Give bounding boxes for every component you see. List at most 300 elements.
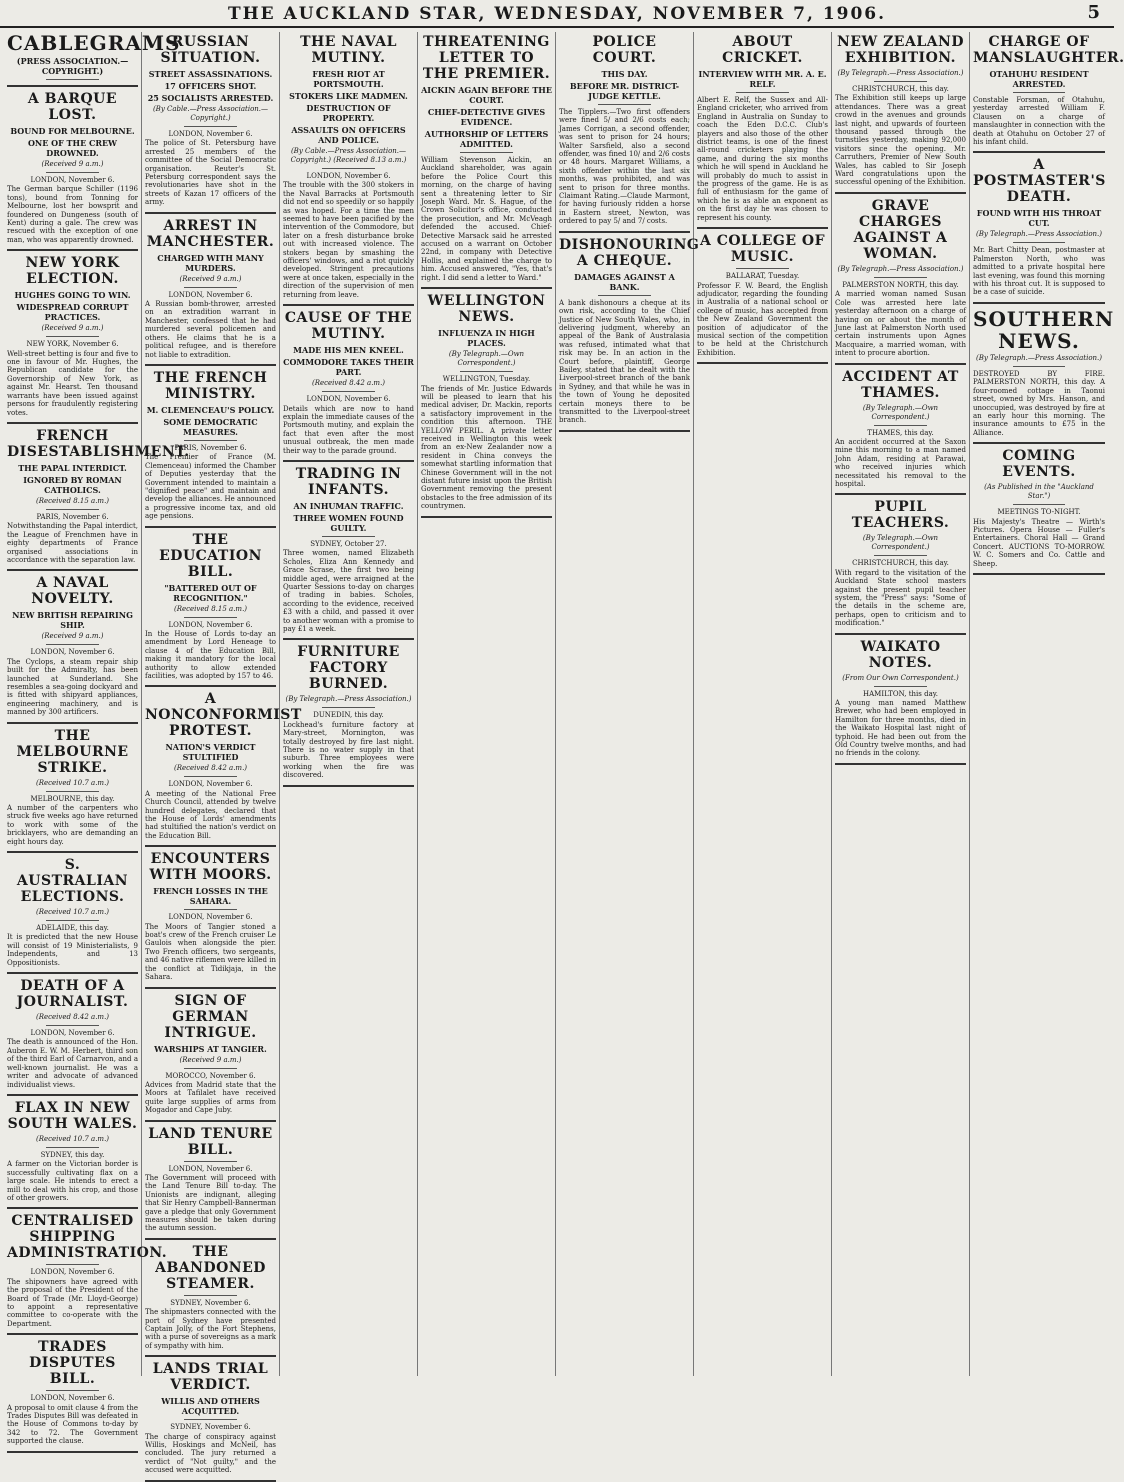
article-subheading: BOUND FOR MELBOURNE. — [10, 126, 135, 136]
article-byline: (From Our Own Correspondent.) — [842, 673, 959, 682]
article-body: The Premier of France (M. Clemenceau) informed the Chamber of Deputies yesterday that the Government intended to maintain a "dignified peace" and maintain and develop the alliances. He announced a progressive income tax, and old age pensions. — [145, 453, 276, 521]
article-dateline: MEETINGS TO-NIGHT. — [997, 508, 1081, 517]
article-body: A meeting of the National Free Church Council, attended by twelve hundred delegates, declared that the House of Lords' amendments had stultified the nation's verdict on the Education Bill. — [145, 789, 276, 840]
article-byline: (Received 10.7 a.m.) — [35, 908, 110, 917]
divider-rule — [322, 536, 374, 537]
article-dateline: THAMES, this day. — [867, 428, 934, 437]
article-body: Three women, named Elizabeth Scholes, Eliza Ann Kennedy and Grace Scrase, the first two being middle aged, were arraigned at the Quarter Sessions to-day on charges of trading in babies. Scholes, according to the evidence, received £3 with a child, and passed it over to another woman with a promise to pay £1 a week. — [283, 549, 414, 633]
article-dateline: SYDNEY, this day. — [40, 1150, 105, 1159]
article-subheading: M. CLEMENCEAU'S POLICY. — [146, 404, 275, 415]
article — [283, 310, 414, 455]
divider-rule — [46, 336, 98, 337]
article — [7, 255, 138, 417]
article-subheading: MADE HIS MEN KNEEL. — [293, 345, 404, 356]
divider-rule — [736, 268, 788, 269]
column-1 — [4, 31, 190, 1446]
article-dateline: HAMILTON, this day. — [863, 689, 938, 698]
article — [835, 369, 966, 489]
article-separator — [7, 722, 138, 724]
divider-rule — [1013, 242, 1066, 243]
article-subheading: DAMAGES AGAINST A BANK. — [574, 271, 675, 292]
article-body: In the House of Lords to-day an amendment by Lord Heneage to clause 4 of the Education Bill, making it mandatory for the local authority to allow extended facilities, was adopted by 157 to 46. — [145, 629, 276, 680]
article-body: His Majesty's Theatre — Wirth's Pictures. Opera House — Fuller's Entertainers. Choral Hall — Grand Concert. AUCTIONS TO-MORROW. W. C. Somers and Co. Cattle and Sheep. — [973, 517, 1105, 568]
column-2 — [142, 32, 302, 1475]
article — [7, 1100, 138, 1202]
article — [835, 639, 966, 758]
article-heading: LAND TENURE BILL. — [148, 1125, 273, 1158]
column-8 — [970, 32, 1124, 1376]
article-heading: SOUTHERN NEWS. — [973, 306, 1115, 353]
article-subheading: NEW BRITISH REPAIRING SHIP. — [12, 610, 133, 631]
divider-rule — [874, 555, 926, 556]
divider-rule — [322, 391, 374, 392]
article-separator — [283, 460, 414, 462]
article-separator — [145, 845, 276, 847]
article-byline: (By Telegraph.—Own Correspondent.) — [862, 534, 939, 552]
article-body: The Moors of Tangier stoned a boat's crew of the French cruiser Le Gaulois when alongside the pier. Two French officers, two sergeants, and 46 native riflemen were killed in the conflict at Tidikjaja, in the Sahara. — [145, 922, 276, 982]
article-separator — [7, 569, 138, 571]
divider-rule — [1013, 92, 1066, 93]
article-byline: (Received 9 a.m.) — [179, 274, 242, 283]
article-subheading: AN INHUMAN TRAFFIC. — [293, 500, 404, 511]
article-separator — [7, 249, 138, 251]
article-separator — [835, 493, 966, 495]
column-4 — [418, 32, 556, 1376]
article-separator — [697, 362, 828, 364]
article — [7, 857, 138, 967]
article-heading: CENTRALISED SHIPPING ADMINISTRATION. — [7, 1213, 168, 1262]
article-body: DESTROYED BY FIRE. PALMERSTON NORTH, this day. A four-roomed cottage in Taonui street, owned by Mrs. Hanson, and unoccupied, was destroyed by fire at an early hour this morning. The insurance amounts to £75 in the Alliance. — [973, 369, 1105, 437]
article — [145, 218, 276, 359]
article-subheading: SOME DEMOCRATIC MEASURES. — [163, 416, 258, 437]
article-byline: (Received 10.7 a.m.) — [35, 778, 110, 787]
column-6 — [694, 32, 832, 1376]
article-subheading: STREET ASSASSINATIONS. — [148, 69, 273, 79]
article — [7, 978, 138, 1089]
article-dateline: SYDNEY, November 6. — [170, 1298, 251, 1307]
article-byline: (By Telegraph.—Press Association.) — [837, 264, 964, 273]
article-subheading: BEFORE MR. DISTRICT-JUDGE KETTLE. — [569, 81, 680, 101]
article-byline: (By Telegraph.—Press Association.) — [975, 230, 1103, 239]
article-subheading: ASSAULTS ON OFFICERS AND POLICE. — [291, 125, 406, 145]
article-dateline: LONDON, November 6. — [30, 176, 115, 184]
article-dateline: ADELAIDE, this day. — [36, 924, 109, 933]
article-subheading: (PRESS ASSOCIATION.—COPYRIGHT.) — [16, 56, 129, 76]
article — [973, 448, 1105, 568]
article-heading: THREATENING LETTER TO THE PREMIER. — [422, 34, 551, 82]
article-subheading: IGNORED BY ROMAN CATHOLICS. — [23, 474, 122, 495]
article-subheading: AUTHORSHIP OF LETTERS ADMITTED. — [424, 129, 549, 149]
article-heading: POLICE COURT. — [592, 34, 657, 66]
article — [421, 293, 552, 511]
article-dateline: LONDON, November 6. — [30, 648, 115, 657]
article-heading: WELLINGTON NEWS. — [427, 293, 546, 326]
article — [559, 236, 700, 425]
article-separator — [7, 85, 138, 87]
article-subheading: 25 SOCIALISTS ARRESTED. — [147, 93, 274, 103]
article-dateline: LONDON, November 6. — [30, 1268, 115, 1277]
divider-rule — [874, 686, 926, 687]
article — [283, 466, 414, 633]
article — [145, 1244, 276, 1350]
column-7 — [832, 32, 970, 1376]
article-separator — [145, 364, 276, 366]
article-body: The Exhibition still keeps up large attendances. There was a great crowd in the avenues and grounds last night, and upwards of fourteen thousand passed through the turnstiles yesterday, making 92,000 visitors since the opening. Mr. Carruthers, Premier of New South Wales, has cabled to Sir Joseph Ward congratulations upon the successful opening of the Exhibition. — [835, 94, 966, 187]
article-subheading: COMMODORE TAKES THEIR PART. — [283, 357, 414, 378]
article-subheading: CHARGED WITH MANY MURDERS. — [157, 252, 264, 273]
divider-rule — [1013, 504, 1066, 505]
article-body: Well-street betting is four and five to one in favour of Mr. Hughes, the Republican candidate for the Governorship of New York, as against Mr. Hearst. Ten thousand warrants have been issued against persons for fraudulently registering votes. — [7, 349, 138, 417]
column-5 — [556, 32, 700, 1376]
divider-rule — [736, 92, 788, 93]
article-subheading: FRESH RIOT AT PORTSMOUTH. — [312, 69, 385, 89]
article-body: Advices from Madrid state that the Moors at Tafilalet have received quite large supplies of arms from Mogador and Cape Juby. — [145, 1080, 276, 1115]
article — [145, 34, 276, 207]
article-byline: (Received 8.42 a.m.) — [173, 764, 248, 773]
divider-rule — [874, 425, 926, 426]
article — [283, 34, 414, 299]
article-separator — [421, 516, 552, 518]
article-dateline: PARIS, November 6. — [36, 512, 109, 521]
article-subheading: THREE WOMEN FOUND GUILTY. — [293, 512, 404, 533]
divider-rule — [598, 104, 650, 105]
article-subheading: THIS DAY. — [601, 69, 648, 79]
article-heading: A BARQUE LOST. — [27, 91, 118, 123]
article-subheading: AICKIN AGAIN BEFORE THE COURT. — [421, 85, 552, 105]
article — [697, 34, 828, 222]
article-separator — [973, 151, 1105, 153]
article-separator — [283, 304, 414, 306]
article-body: Details which are now to hand explain the immediate causes of the Portsmouth mutiny, and explain the fact that even after the most unusual outbreak, the men made their way to the parade ground. — [283, 404, 414, 455]
divider-rule — [46, 509, 98, 510]
article-heading: DEATH OF A JOURNALIST. — [16, 978, 129, 1011]
column-3 — [280, 32, 418, 1376]
article — [145, 993, 276, 1115]
article — [7, 1339, 138, 1445]
article-separator — [145, 1480, 276, 1482]
article — [835, 34, 966, 187]
article-byline: (By Telegraph.—Press Association.) — [837, 69, 964, 77]
article — [7, 1213, 168, 1328]
article-separator — [145, 526, 276, 528]
article — [421, 34, 552, 282]
divider-rule — [184, 909, 236, 910]
divider-rule — [874, 81, 926, 82]
article-separator — [835, 763, 966, 765]
article-dateline: CHRISTCHURCH, this day. — [852, 559, 949, 568]
article-subheading: FOUND WITH HIS THROAT CUT. — [976, 208, 1102, 229]
article-body: A proposal to omit clause 4 from the Trades Disputes Bill was defeated in the House of Commons to-day by 342 to 72. The Government supported the clause. — [7, 1403, 138, 1446]
article-heading: CABLEGRAMS — [7, 31, 181, 55]
article-subheading: WILLIS AND OTHERS ACQUITTED. — [161, 1396, 260, 1417]
article — [145, 370, 276, 521]
article-heading: A NONCONFORMIST PROTEST. — [145, 691, 302, 740]
divider-rule — [46, 1264, 98, 1265]
article-byline: (Received 9 a.m.) — [41, 160, 104, 168]
article-body: The Government will proceed with the Land Tenure Bill to-day. The Unionists are indignant, alleging that Sir Henry Campbell-Bannerman gave a pledge that only Government measures should be taken during the autumn session. — [145, 1173, 276, 1233]
article-subheading: WARSHIPS AT TANGIER. — [154, 1043, 267, 1054]
article — [7, 31, 181, 80]
article-heading: FURNITURE FACTORY BURNED. — [297, 644, 400, 693]
divider-rule — [1013, 366, 1066, 367]
article-body: With regard to the visitation of the Auckland State school masters against the present pupil teacher system, the "Press" says: "Some of the details in the scheme are, perhaps, open to criticism and to modification." — [835, 568, 966, 628]
article-separator — [283, 785, 414, 787]
article-subheading: 17 OFFICERS SHOT. — [164, 81, 257, 91]
article-heading: TRADES DISPUTES BILL. — [29, 1339, 116, 1388]
article-heading: THE NAVAL MUTINY. — [300, 34, 397, 66]
article — [145, 1126, 276, 1233]
article — [559, 34, 690, 226]
article-body: Notwithstanding the Papal interdict, the League of Frenchmen have in eighty departments of France organised associations in accordance with the separation law. — [7, 522, 138, 564]
article — [145, 532, 276, 681]
article-heading: S. AUSTRALIAN ELECTIONS. — [16, 857, 129, 906]
newspaper-columns — [4, 31, 1124, 1475]
divider-rule — [46, 172, 98, 173]
article-heading: ACCIDENT AT THAMES. — [842, 368, 959, 401]
article-dateline: LONDON, November 6. — [168, 780, 253, 789]
article — [973, 306, 1115, 437]
article-subheading: HUGHES GOING TO WIN. — [14, 290, 131, 301]
article-subheading: ONE OF THE CREW DROWNED. — [27, 138, 118, 158]
article-heading: WAIKATO NOTES. — [860, 638, 941, 671]
divider-rule — [322, 168, 374, 169]
article-byline: (Received 9 a.m.) — [179, 1055, 242, 1064]
article-byline: (Received 8.42 a.m.) — [35, 1013, 110, 1022]
article-heading: RUSSIAN SITUATION. — [160, 34, 261, 66]
article — [145, 851, 276, 981]
article-separator — [973, 442, 1105, 444]
article-body: The friends of Mr. Justice Edwards will be pleased to learn that his medical adviser, Dr. Mackin, reports a satisfactory improvement in the condition this afternoon. THE YELLOW PERIL. A private letter received in Wellington this week from an ex-New Zealander now a resident in China conveys the somewhat startling information that Chinese Government will in the not distant future insist upon the British Government removing the present obstacles to the free admission of its countrymen. — [421, 384, 552, 511]
page-number: 5 — [1087, 2, 1100, 23]
article-byline: (Received 9 a.m.) — [41, 632, 104, 641]
article-dateline: WELLINGTON, Tuesday. — [442, 375, 531, 384]
article-heading: CHARGE OF MANSLAUGHTER. — [973, 34, 1124, 66]
article-body: Constable Forsman, of Otahuhu, yesterday arrested William F. Clausen on a charge of manslaughter in connection with the death at Otahuhu on October 27 of his infant child. — [973, 96, 1105, 147]
article-byline: (By Telegraph.—Own Correspondent.) — [862, 403, 939, 421]
divider-rule — [46, 79, 98, 80]
article-subheading: NATION'S VERDICT STULTIFIED — [165, 742, 256, 763]
article — [835, 198, 966, 358]
article-dateline: LONDON, November 6. — [306, 395, 391, 404]
article-heading: CAUSE OF THE MUTINY. — [284, 310, 413, 343]
article-body: The shipowners have agreed with the proposal of the President of the Board of Trade (Mr. Lloyd-George) to appoint a representative committee to co-operate with the Department. — [7, 1277, 138, 1328]
article-dateline: DUNEDIN, this day. — [313, 711, 384, 720]
article-separator — [7, 1207, 138, 1209]
article-heading: FLAX IN NEW SOUTH WALES. — [7, 1099, 138, 1132]
article-body: The charge of conspiracy against Willis, Hoskings and McNeil, has concluded. The jury returned a verdict of "Not guilty," and the accused were acquitted. — [145, 1432, 276, 1475]
divider-rule — [46, 1147, 98, 1148]
article-dateline: CHRISTCHURCH, this day. — [852, 85, 949, 93]
article-dateline: PARIS, November 6. — [174, 443, 247, 452]
article — [973, 157, 1105, 296]
article-body: Albert E. Relf, the Sussex and All-England cricketer, who arrived from England in Australia on Sunday to coach the Eden D.C.C. Club's players and also those of the other district teams, is one of the finest all-round cricketers playing the game, and during the six months which he will spend in Auckland he will probably do much to assist in the progress of the game. He is as full of enthusiasm for the game of which he is as able an exponent as on the first day he was chosen to represent his county. — [697, 96, 828, 222]
article-byline: (By Telegraph.—Own Correspondent.) — [448, 350, 525, 368]
article-heading: THE ABANDONED STEAMER. — [155, 1243, 266, 1292]
article-byline: (Received 8.42 a.m.) — [311, 379, 386, 388]
article-body: The Tipplers.—Two first offenders were fined 5/ and 2/6 costs each; James Corrigan, a second offender, was sent to prison for 24 hours; Walter Sarsfield, also a second offender, was fined 10/ and 2/6 costs or 48 hours. Margaret Williams, a sixth offender within the last six months, was prohibited, and was sent to prison for three months. Claimant Rating.—Claude Marmont, for having furiously ridden a horse in Eastern street, Newton, was ordered to pay 5/ and 7/ costs. — [559, 108, 690, 226]
article-body: A married woman named Susan Cole was arrested here late yesterday afternoon on a charge of having on or about the month of June last at Palmerston North used certain instruments upon Agnes Macquaire, a married woman, with intent to procure abortion. — [835, 290, 966, 358]
article-heading: NEW ZEALAND EXHIBITION. — [837, 34, 964, 66]
article-separator — [283, 638, 414, 640]
article — [7, 728, 138, 846]
article-subheading: INFLUENZA IN HIGH PLACES. — [438, 328, 535, 349]
article-body: An accident occurred at the Saxon mine this morning to a man named John Adam, residing at Parawai, who received injuries which necessitated his removal to the hospital. — [835, 437, 966, 488]
article-heading: NEW YORK ELECTION. — [25, 255, 120, 288]
article-heading: COMING EVENTS. — [1002, 448, 1076, 481]
divider-rule — [184, 126, 236, 127]
article-separator — [973, 302, 1105, 304]
article-dateline: MOROCCO, November 6. — [165, 1071, 256, 1080]
article-dateline: SYDNEY, November 6. — [170, 1423, 251, 1432]
article-separator — [835, 192, 966, 194]
article-heading: THE EDUCATION BILL. — [159, 531, 262, 580]
article-separator — [7, 851, 138, 853]
article-separator — [697, 227, 828, 229]
divider-rule — [46, 1025, 98, 1026]
divider-rule — [46, 1390, 98, 1391]
article-body: The police of St. Petersburg have arrested 25 members of the committee of the Social Democratic organisation. Reuter's St. Petersburg correspondent says the revolutionaries have shot in the streets of Kazan 17 officers of the army. — [145, 139, 276, 207]
article-body: A Russian bomb-thrower, arrested on an extradition warrant in Manchester, confessed that he had murdered several policemen and others. He claims that he is a political refugee, and is therefore not liable to extradition. — [145, 300, 276, 359]
divider-rule — [184, 617, 236, 618]
article-body: The trouble with the 300 stokers in the Naval Barracks at Portsmouth did not end so speedily or so happily as was hoped. For a time the men seemed to have been pacified by the intervention of the Commodore, but later on a fresh disturbance broke out with increased violence. The stokers began by smashing the officers' windows, and a riot quickly developed. Stringent precautions were at once taken, especially in the direction of the supervision of men returning from leave. — [283, 181, 414, 299]
article-byline: (Received 10.7 a.m.) — [35, 1134, 110, 1143]
article-separator — [145, 1238, 276, 1240]
article-dateline: BALLARAT, Tuesday. — [725, 272, 800, 281]
article — [697, 233, 828, 357]
article-dateline: MELBOURNE, this day. — [30, 794, 115, 803]
article-heading: ENCOUNTERS WITH MOORS. — [149, 851, 272, 884]
article-dateline: LONDON, November 6. — [30, 1029, 115, 1038]
article-body: Professor F. W. Beard, the English adjudicator, regarding the founding in Australia of a national school or college of music, has accepted from the New Zealand Government the position of adjudicator of the musical section of the competition to be held at the Christchurch Exhibition. — [697, 281, 828, 357]
article-subheading: CHIEF-DETECTIVE GIVES EVIDENCE. — [427, 107, 546, 127]
article-subheading: WIDESPREAD CORRUPT PRACTICES. — [16, 302, 129, 323]
article-dateline: SYDNEY, October 27. — [310, 539, 387, 548]
article-subheading: INTERVIEW WITH MR. A. E. RELF. — [698, 69, 827, 89]
article-separator — [7, 1451, 138, 1453]
divider-rule — [460, 152, 512, 153]
article-heading: FRENCH DISESTABLISHMENT. — [7, 427, 190, 460]
newspaper-title: THE AUCKLAND STAR, WEDNESDAY, NOVEMBER 7, 1906. — [227, 4, 887, 24]
article-heading: TRADING IN INFANTS. — [295, 465, 402, 498]
article-heading: ABOUT CRICKET. — [722, 34, 803, 66]
divider-rule — [184, 1068, 236, 1069]
article-byline: (Received 8.15 a.m.) — [173, 604, 248, 613]
article-separator — [973, 573, 1105, 575]
article-subheading: FRENCH LOSSES IN THE SAHARA. — [153, 886, 268, 907]
article-body: It is predicted that the new House will consist of 19 Ministerialists, 9 Independents, and 13 Oppositionists. — [7, 933, 138, 967]
article-separator — [145, 685, 276, 687]
article-heading: A NAVAL NOVELTY. — [31, 575, 114, 608]
article-heading: THE FRENCH MINISTRY. — [153, 369, 268, 402]
article-dateline: LONDON, November 6. — [30, 1394, 115, 1403]
article-body: Mr. Bart Chitty Dean, postmaster at Palmerston North, who was admitted to a private hospital here last evening, was found this morning with his throat cut. It is supposed to be a case of suicide. — [973, 246, 1105, 297]
article-body: The shipmasters connected with the port of Sydney have presented Captain Jolly, of the Fort Stephens, with a purse of sovereigns as a mark of sympathy with him. — [145, 1308, 276, 1350]
article-separator — [7, 1094, 138, 1096]
article-separator — [559, 430, 690, 432]
divider-rule — [184, 1295, 236, 1296]
article-heading: SIGN OF GERMAN INTRIGUE. — [164, 992, 257, 1041]
article-subheading: THE PAPAL INTERDICT. — [18, 462, 127, 473]
article-separator — [7, 422, 138, 424]
article-body: The death is announced of the Hon. Auberon E. W. M. Herbert, third son of the third Earl of Carnarvon, and a well-known journalist. He was a writer and advocate of advanced individualist views. — [7, 1038, 138, 1089]
article-body: A number of the carpenters who struck five weeks ago have returned to work with some of the bricklayers, who are demanding an eight hours day. — [7, 804, 138, 846]
divider-rule — [46, 920, 98, 921]
article-dateline: PALMERSTON NORTH, this day. — [842, 280, 959, 289]
article-dateline: LONDON, November 6. — [168, 290, 253, 299]
article-separator — [421, 287, 552, 289]
article-body: A young man named Matthew Brewer, who had been employed in Hamilton for three months, died in the Waikato Hospital last night of typhoid. He had been out from the Old Country twelve months, and had no friends in the colony. — [835, 699, 966, 758]
article-separator — [145, 212, 276, 214]
divider-rule — [46, 791, 98, 792]
article-body: The Cyclops, a steam repair ship built for the Admiralty, has been launched at Sunderland. She resembles a sea-going dockyard and is fitted with shipyard appliances, engineering machinery, and is manned by 300 artificers. — [7, 657, 138, 717]
divider-rule — [874, 277, 926, 278]
article-heading: THE MELBOURNE STRIKE. — [16, 727, 129, 776]
article-dateline: LONDON, November 6. — [306, 172, 391, 180]
article-heading: PUPIL TEACHERS. — [851, 499, 950, 532]
article-separator — [835, 633, 966, 635]
article-byline: (By Cable.—Press Association.—Copyright.) (Received 8.13 a.m.) — [290, 147, 407, 164]
article — [7, 427, 190, 564]
divider-rule — [46, 644, 98, 645]
article-dateline: LONDON, November 6. — [168, 130, 253, 138]
article — [7, 575, 138, 716]
article — [973, 34, 1124, 147]
article-dateline: LONDON, November 6. — [168, 913, 253, 922]
article-separator — [559, 231, 690, 233]
article-separator — [835, 363, 966, 365]
article — [145, 1361, 276, 1474]
article-separator — [145, 1120, 276, 1122]
article — [283, 644, 414, 779]
article-body: A bank dishonours a cheque at its own risk, according to the Chief Justice of New South Wales, who, in delivering judgment, whereby an appeal of the Bank of Australasia was refused, intimated what that risk may be. In an action in the Court before, plaintiff, George Bailey, stated that he dealt with the Liverpool-street branch of the bank in Sydney, and that while he was in the town of Young he deposited certain moneys there to be transmitted to the Liverpool-street branch. — [559, 298, 690, 425]
article-separator — [145, 1355, 276, 1357]
article-dateline: LONDON, November 6. — [168, 620, 253, 629]
divider-rule — [184, 1419, 236, 1420]
divider-rule — [184, 440, 236, 441]
article-subheading: "BATTERED OUT OF RECOGNITION." — [164, 582, 257, 603]
article-body: Lockhead's furniture factory at Mary-street, Mornington, was totally destroyed by fire last night. There is no water supply in that suburb. Three employees were working when the fire was discovered. — [283, 720, 414, 780]
article-byline: (By Telegraph.—Press Association.) — [285, 695, 412, 704]
article-heading: LANDS TRIAL VERDICT. — [152, 1361, 269, 1394]
divider-rule — [184, 1161, 236, 1162]
article-byline: (Received 9 a.m.) — [41, 324, 104, 333]
article-byline: (As Published in the "Auckland Star.") — [984, 483, 1094, 501]
article-byline: (By Telegraph.—Press Association.) — [975, 353, 1103, 362]
article-separator — [145, 987, 276, 989]
divider-rule — [184, 287, 236, 288]
article-body: William Stevenson Aickin, an Auckland shareholder, was again before the Police Court this morning, on the charge of having sent a threatening letter to Sir Joseph Ward. Mr. S. Hague, of the Crown Solicitor's office, conducted the prosecution, and Mr. McVeagh defended the accused. Chief-Detective Marsack said he arrested accused on a warrant on October 22nd, in company with Detective Hollis, and explained the charge to him. Accused answered, "Yes, that's right. I did send a letter to Ward." — [421, 156, 552, 282]
article-body: The German barque Schiller (1196 tons), bound from Tonning for Melbourne, lost her bowsprit and foundered on Dungeness (south of Kent) during a gale. The crew was rescued with the exception of one man, who was apparently drowned. — [7, 185, 138, 244]
divider-rule — [460, 371, 512, 372]
article-byline: (Received 8.15 a.m.) — [35, 496, 110, 505]
divider-rule — [598, 295, 650, 296]
article-byline: (By Cable.—Press Association.—Copyright.) — [152, 105, 269, 122]
article-separator — [7, 972, 138, 974]
article-heading: GRAVE CHARGES AGAINST A WOMAN. — [853, 197, 948, 262]
article-heading: ARREST IN MANCHESTER. — [146, 217, 275, 250]
article — [145, 691, 302, 840]
article-dateline: NEW YORK, November 6. — [26, 340, 119, 349]
divider-rule — [322, 707, 374, 708]
article-subheading: OTAHUHU RESIDENT ARRESTED. — [989, 69, 1089, 89]
article-separator — [7, 1333, 138, 1335]
article-body: A farmer on the Victorian border is successfully cultivating flax on a large scale. He intends to erect a mill to deal with his crop, and those of other growers. — [7, 1160, 138, 1202]
article-subheading: DESTRUCTION OF PROPERTY. — [306, 103, 391, 123]
divider-rule — [184, 776, 236, 777]
article — [7, 91, 138, 244]
article — [835, 499, 966, 627]
article-heading: DISHONOURING A CHEQUE. — [559, 236, 700, 269]
